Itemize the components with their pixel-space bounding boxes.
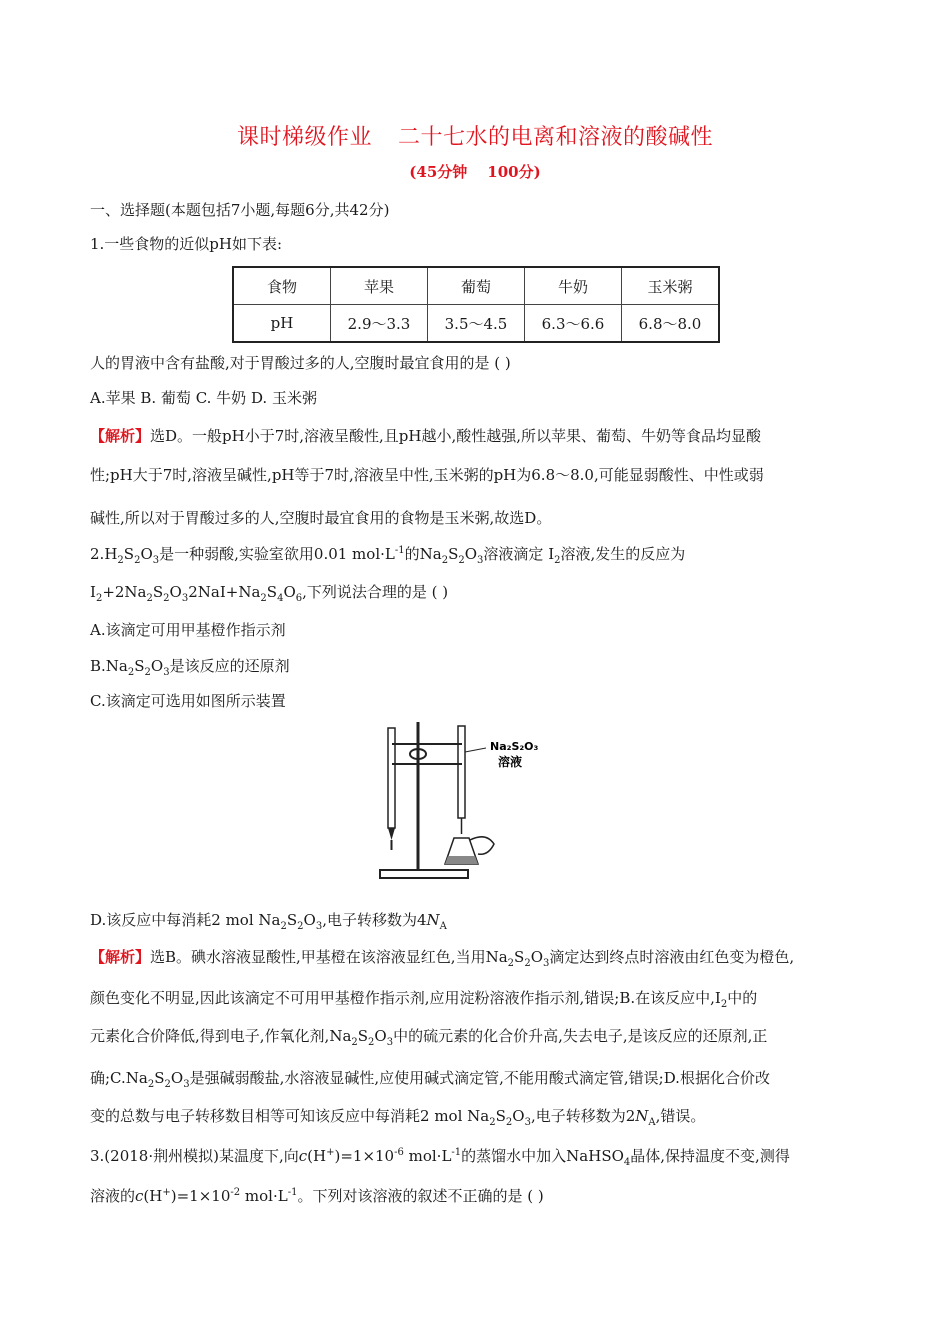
q1-analysis-line [90, 425, 870, 446]
table-cell: 6.3～6.6 [525, 305, 622, 343]
q2-analysis-line: 元素化合价降低,得到电子,作氧化剂$,Na_2S_2O_3$中的硫元素的化合价升高,失去电子,是该反应的还原剂,正 [90, 1027, 768, 1048]
analysis-tag: 【解析】 [90, 427, 151, 445]
figure-label-formula: Na₂S₂O₃ [490, 740, 539, 753]
analysis-text: 颜色变化不明显,因此该滴定不可用甲基橙作指示剂,应用淀粉溶液作指示剂,错误;B.在该反应中, [90, 989, 715, 1007]
page-title [0, 120, 950, 151]
q3-stem-line2: 溶液的$c(H^+)=1\times 10^{-2}$ $mol\cdot L^{-1}$。下列对该溶液的叙述不正确的是 ( ) [90, 1187, 544, 1205]
q2-number: 2. [90, 545, 105, 563]
q3-text: =1×10 [340, 1147, 395, 1165]
q2-stem-text: 溶液滴定 [483, 545, 544, 563]
q2-stem-text: 是一种弱酸,实验室欲用0.01 mol·L [159, 545, 395, 563]
analysis-tag: 【解析】 [90, 948, 151, 966]
title-part2: 二十七水的电离和溶液的酸碱性 [398, 125, 714, 150]
q3-text: mol·L [240, 1187, 288, 1205]
q1-analysis-line: 性;pH大于7时,溶液呈碱性,pH等于7时,溶液呈中性,玉米粥的pH为6.8～8.0,可能显弱酸性、中性或弱 [90, 466, 764, 484]
q2-option-b-text: 是该反应的还原剂 [169, 657, 290, 675]
section-heading: 一、选择题(本题包括7小题,每题6分,共42分) [90, 201, 390, 219]
q2-option-c: C.该滴定可选用如图所示装置 [90, 692, 286, 710]
table-header-cell: 苹果 [331, 267, 428, 305]
q2-analysis-line: 【解析】选B。碘水溶液显酸性,甲基橙在该溶液显红色,当用$Na_2S_2O_3$滴定达到终点时溶液由红色变为橙色, [90, 948, 795, 969]
analysis-text: 中的 [727, 989, 758, 1007]
table-header-cell: 玉米粥 [622, 267, 720, 305]
q3-stem-line1: 3.(2018·荆州模拟)某温度下,向$c(H^+)=1\times 10^{-6}$ $mol\cdot L^{-1}$的蒸馏水中加入NaHSO$_4$晶体,保持温度不变,测得 [90, 1147, 790, 1168]
subtitle-score: 100分) [487, 163, 541, 181]
q1-analysis-line: 碱性,所以对于胃酸过多的人,空腹时最宜食用的食物是玉米粥,故选D。 [90, 509, 552, 527]
q2-option-d: D.该反应中每消耗2 mol $Na_2S_2O_3$,电子转移数为$4N_A$ [90, 911, 447, 932]
q2-option-b: $B.Na_2S_2O_3$是该反应的还原剂 [90, 657, 290, 678]
analysis-text: 确;C. [90, 1069, 126, 1087]
food-ph-table [232, 266, 720, 343]
title-part1: 课时梯级作业 [236, 125, 372, 150]
q1-options: A.苹果 B. 葡萄 C. 牛奶 D. 玉米粥 [90, 389, 317, 407]
analysis-text: 中的硫元素的化合价升高,失去电子,是该反应的还原剂,正 [393, 1027, 768, 1045]
page-subtitle [0, 161, 950, 182]
table-header-cell: 食物 [233, 267, 331, 305]
analysis-text: 元素化合价降低,得到电子,作氧化剂, [90, 1027, 330, 1045]
table-cell: pH [233, 305, 331, 343]
q2-option-a: A.该滴定可用甲基橙作指示剂 [90, 621, 286, 639]
analysis-text: ,错误。 [655, 1107, 706, 1125]
q1-question: 人的胃液中含有盐酸,对于胃酸过多的人,空腹时最宜食用的是 ( ) [90, 354, 511, 372]
table-cell: 3.5～4.5 [428, 305, 525, 343]
table-cell: 6.8～8.0 [622, 305, 720, 343]
q3-text: =1×10 [176, 1187, 231, 1205]
table-header-cell: 葡萄 [428, 267, 525, 305]
q2-stem-text: 的 [404, 545, 420, 563]
table-row [233, 267, 719, 305]
q2-analysis-line: 变的总数与电子转移数目相等可知该反应中每消耗2 mol $Na_2S_2O_3$,电子转移数为$2N_A$,错误。 [90, 1107, 706, 1128]
analysis-text: 滴定达到终点时溶液由红色变为橙色, [549, 948, 795, 966]
table-row [233, 305, 719, 343]
q2-reaction: $I_2+2Na_2S_2O_32NaI+Na_2S_4O_6$,下列说法合理的是 ( ) [90, 583, 449, 604]
analysis-text: 是强碱弱酸盐,水溶液显碱性,应使用碱式滴定管,不能用酸式滴定管,错误;D.根据化合价改 [189, 1069, 770, 1087]
table-header-cell: 牛奶 [525, 267, 622, 305]
q2-analysis-line: 颜色变化不明显,因此该滴定不可用甲基橙作指示剂,应用淀粉溶液作指示剂,错误;B.在该反应中$,I_2$中的 [90, 989, 758, 1010]
q2-analysis-line: 确$;C.Na_2S_2O_3$是强碱弱酸盐,水溶液显碱性,应使用碱式滴定管,不能用酸式滴定管,错误;D.根据化合价改 [90, 1069, 770, 1090]
q2-option-d-text: D.该反应中每消耗2 mol [90, 911, 254, 929]
analysis-text: 变的总数与电子转移数目相等可知该反应中每消耗2 mol [90, 1107, 463, 1125]
q3-text: 。下列对该溶液的叙述不正确的是 ( ) [297, 1187, 544, 1205]
analysis-text: 选D。一般pH小于7时,溶液呈酸性,且pH越小,酸性越强,所以苹果、葡萄、牛奶等食品均显酸 [150, 427, 762, 445]
q3-text: 溶液的 [90, 1187, 136, 1205]
q1-stem: 1.一些食物的近似pH如下表: [90, 235, 283, 253]
q3-text: 3.(2018·荆州模拟)某温度下,向 [90, 1147, 299, 1165]
analysis-text: 选B。碘水溶液显酸性,甲基橙在该溶液显红色,当用 [150, 948, 486, 966]
q2-option-d-text: ,电子转移数为4 [322, 911, 427, 929]
q2-stem-text: 溶液,发生的反应为 [560, 545, 686, 563]
q2-stem: $2.H_2S_2O_3$是一种弱酸,实验室欲用0.01 $mol\cdot L^{-1}$的$Na_2S_2O_3$溶液滴定 $I_2$溶液,发生的反应为 [90, 545, 686, 566]
q3-text: 的蒸馏水中加入NaHSO [461, 1147, 624, 1165]
titration-apparatus-figure [370, 722, 570, 882]
analysis-text: ,电子转移数为2 [530, 1107, 636, 1125]
q2-reaction-tail: ,下列说法合理的是 ( ) [302, 583, 449, 601]
table-cell: 2.9～3.3 [331, 305, 428, 343]
figure-label-text: 溶液 [498, 755, 523, 769]
q3-text: 晶体,保持温度不变,测得 [630, 1147, 790, 1165]
subtitle-time: (45分钟 [409, 163, 468, 181]
q3-text: mol·L [403, 1147, 452, 1165]
